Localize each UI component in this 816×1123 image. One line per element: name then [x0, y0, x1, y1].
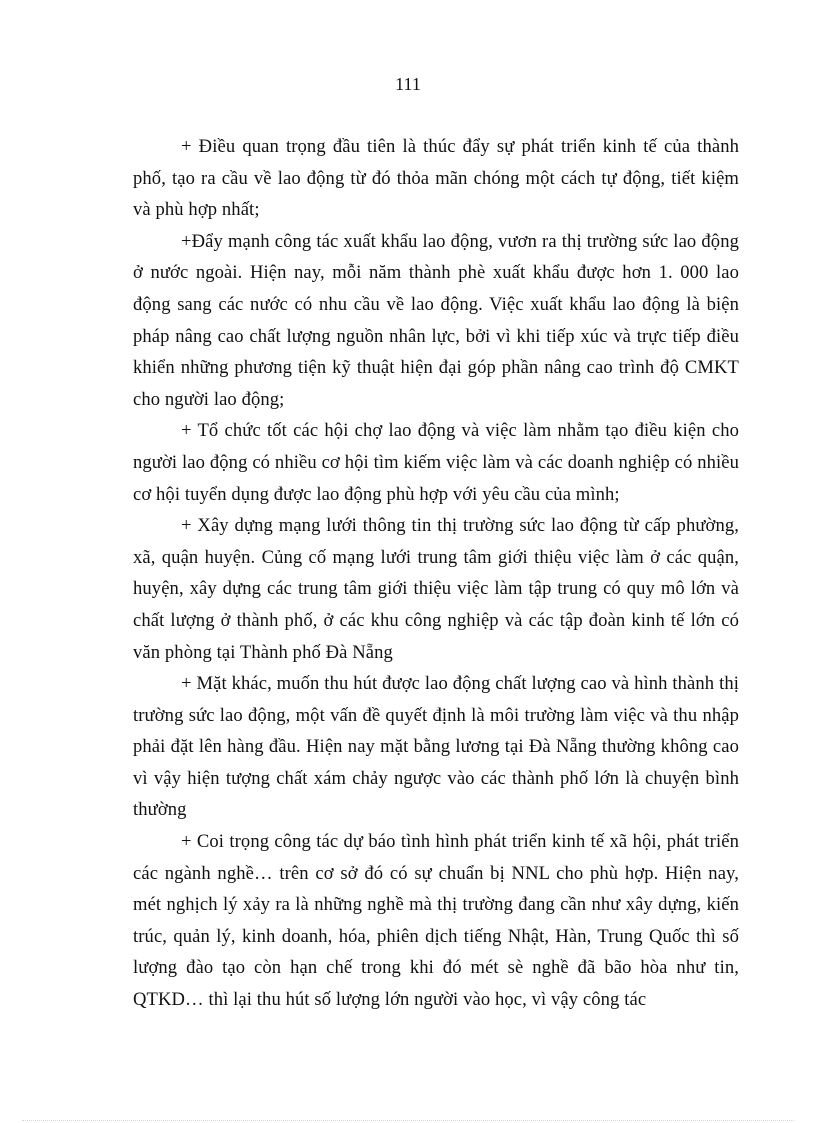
page-number: 111	[395, 74, 421, 94]
body-text	[133, 131, 739, 1016]
paragraph-forecasting: + Coi trọng công tác dự báo tình hình phát triển kinh tế xã hội, phát triển các ngành nghề… trên cơ sở đó có sự chuẩn bị NNL cho phù hợp. Hiện nay, mét nghịch lý xảy ra là những nghề mà thị trường đang cần như xây dựng, kiến trúc, quản lý, kinh doanh, hóa, phiên dịch tiếng Nhật, Hàn, Trung Quốc thì số lượng đào tạo còn hạn chế trong khi đó mét sè nghề đã bão hòa như tin, QTKD… thì lại thu hút số lượng lớn người vào học, vì vậy công tác	[133, 831, 739, 1011]
paragraph-working-environment: + Mặt khác, muốn thu hút được lao động chất lượng cao và hình thành thị trường sức lao động, một vấn đề quyết định là môi trường làm việc và thu nhập phải đặt lên hàng đầu. Hiện nay mặt bằng lương tại Đà Nẵng thường không cao vì vậy hiện tượng chất xám chảy ngược vào các thành phố lớn là chuyện bình thường	[133, 673, 739, 821]
paragraph-economic-development: + Điều quan trọng đầu tiên là thúc đẩy sự phát triển kinh tế của thành phố, tạo ra cầu về lao động từ đó thỏa mãn chóng một cách tự động, tiết kiệm và phù hợp nhất;	[133, 136, 739, 221]
paragraph-job-fairs: + Tổ chức tốt các hội chợ lao động và việc làm nhằm tạo điều kiện cho người lao động có nhiều cơ hội tìm kiếm việc làm và các doanh nghiệp có nhiều cơ hội tuyển dụng được lao động phù hợp với yêu cầu của mình;	[133, 420, 739, 505]
page-bottom-divider	[22, 1120, 794, 1121]
paragraph-information-network: + Xây dựng mạng lưới thông tin thị trường sức lao động từ cấp phường, xã, quận huyện. Củng cố mạng lưới trung tâm giới thiệu việc làm ở các quận, huyện, xây dựng các trung tâm giới thiệu việc làm tập trung có quy mô lớn và chất lượng ở thành phố, ở các khu công nghiệp và các tập đoàn kinh tế lớn có văn phòng tại Thành phố Đà Nẵng	[133, 515, 739, 663]
paragraph-labor-export: +Đẩy mạnh công tác xuất khẩu lao động, vươn ra thị trường sức lao động ở nước ngoài. Hiện nay, mỗi năm thành phè xuất khẩu được hơn 1. 000 lao động sang các nước có nhu cầu về lao động. Việc xuất khẩu lao động là biện pháp nâng cao chất lượng nguồn nhân lực, bởi vì khi tiếp xúc và trực tiếp điều khiển những phương tiện kỹ thuật hiện đại góp phần nâng cao trình độ CMKT cho người lao động;	[133, 230, 739, 410]
